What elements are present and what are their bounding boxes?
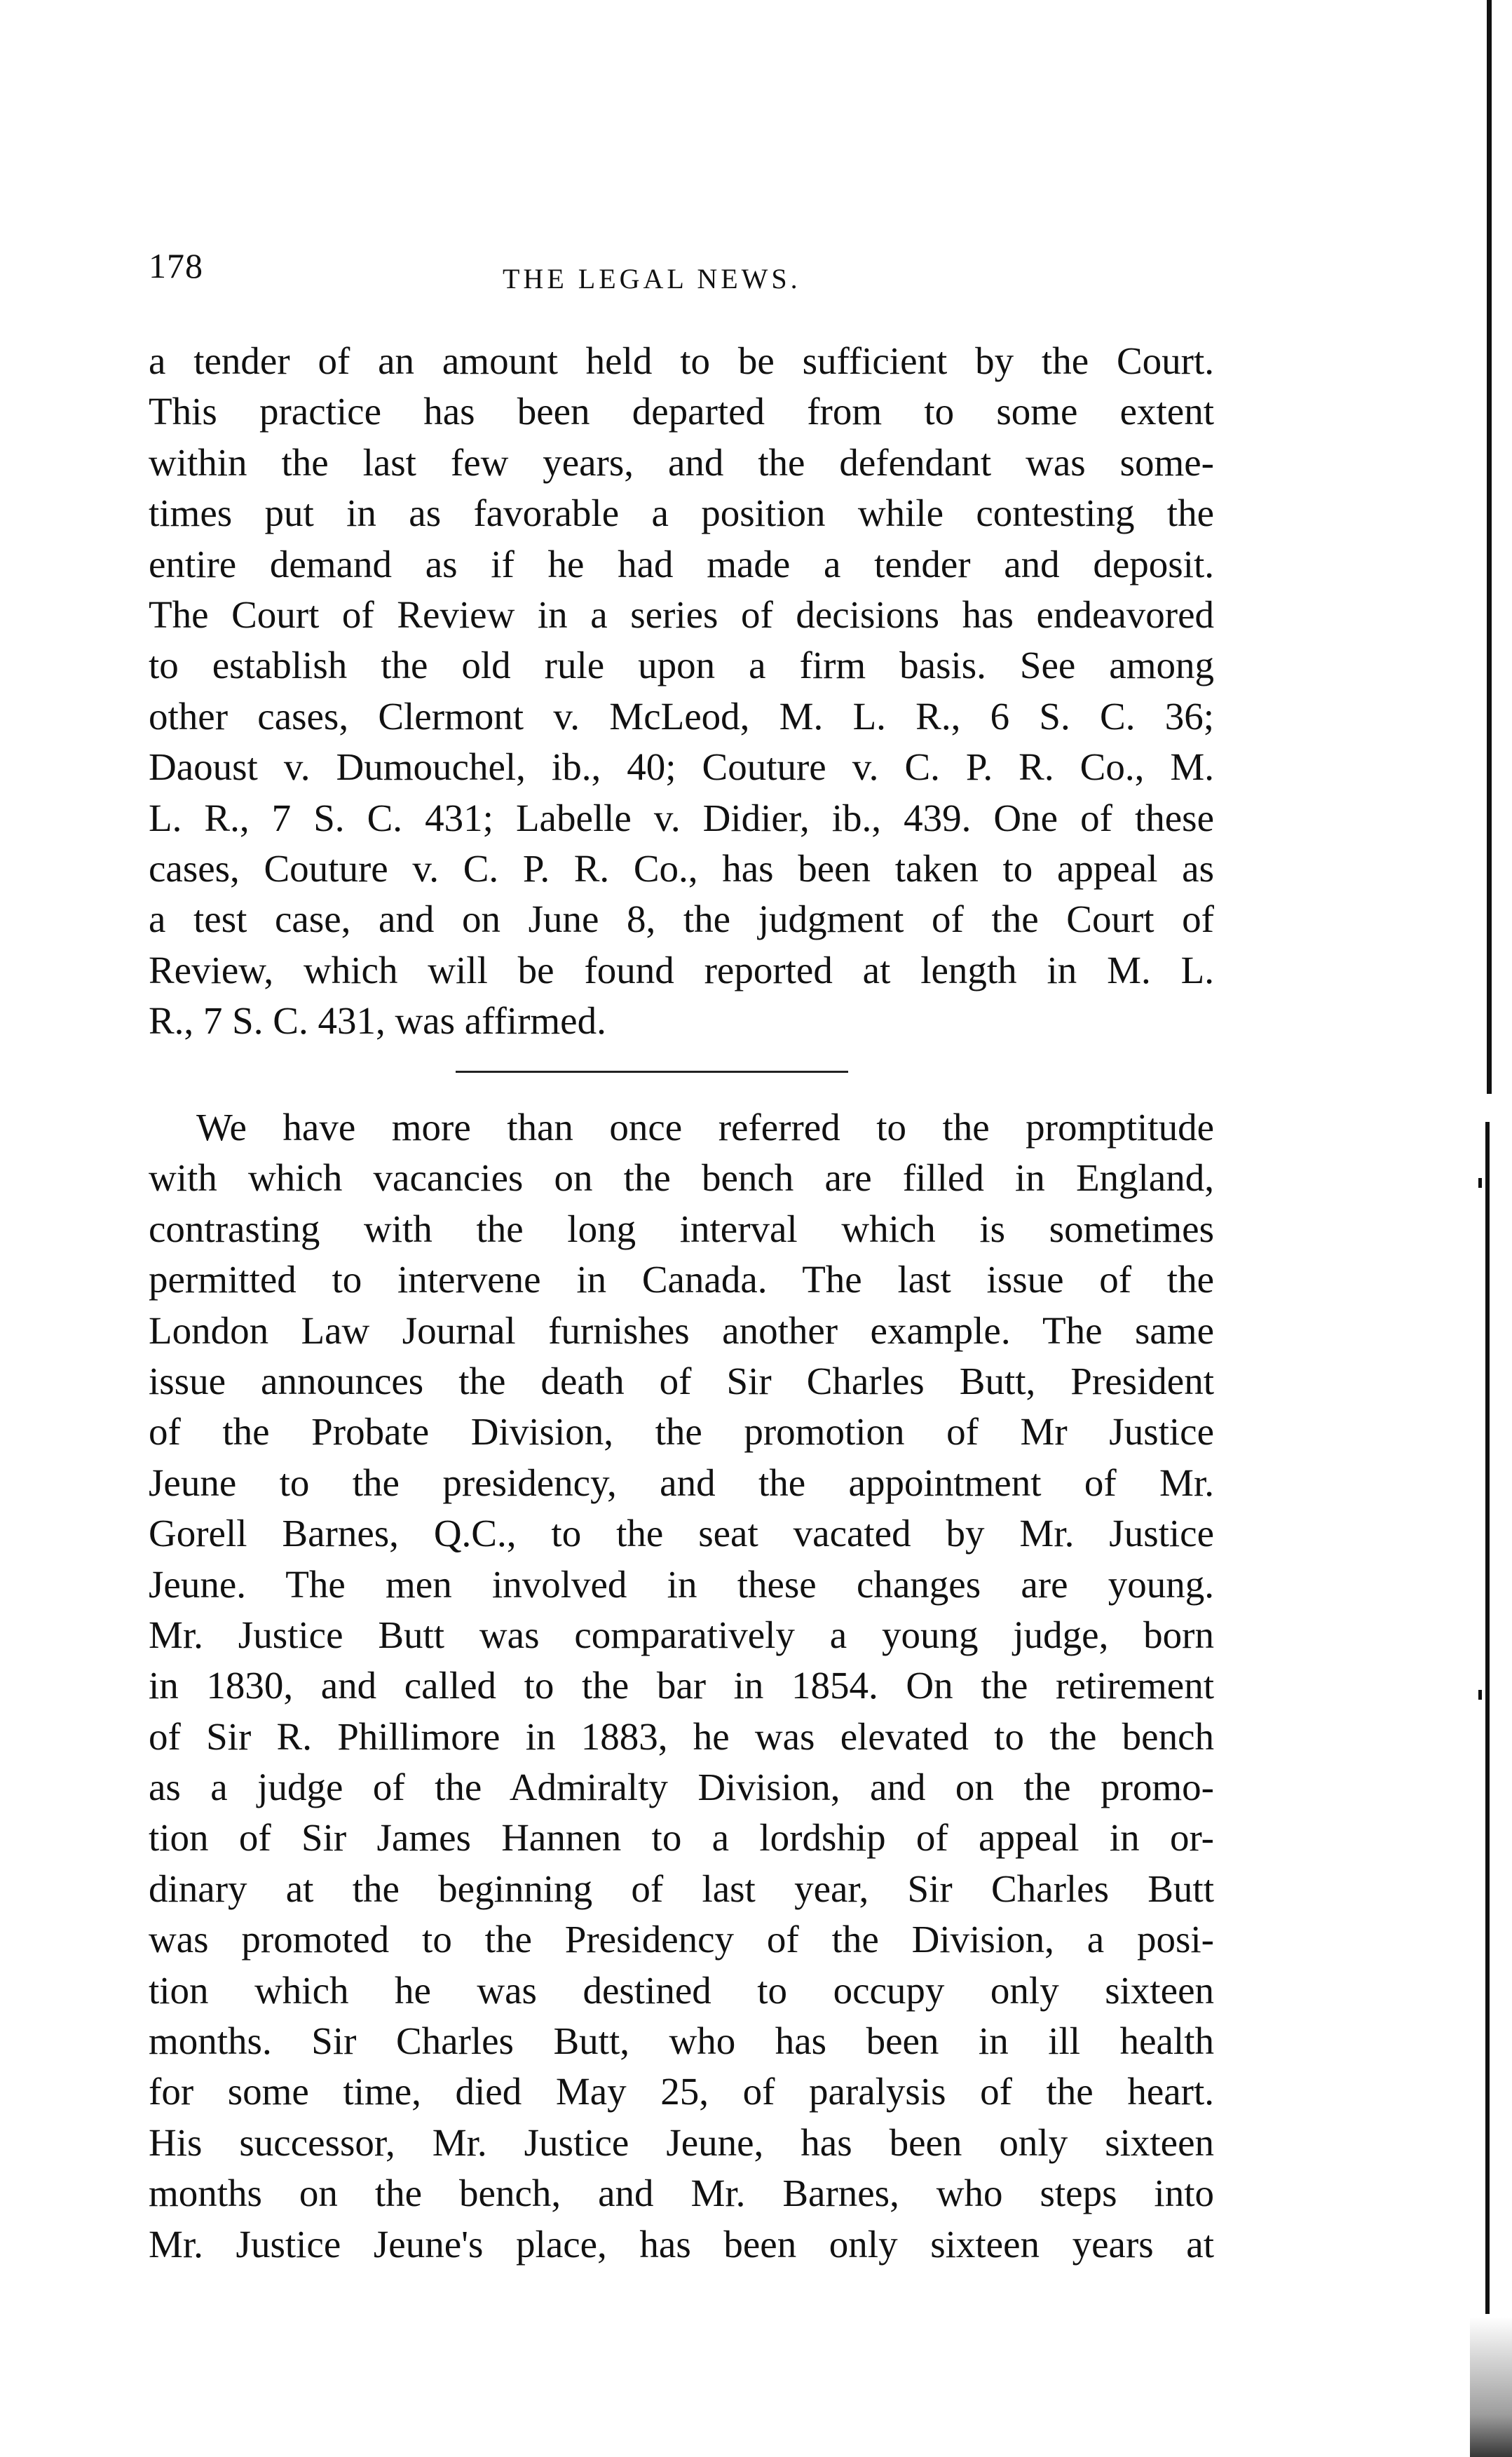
text-line: permitted to intervene in Canada. The last issue of the xyxy=(149,1258,1214,1301)
text-line: with which vacancies on the bench are filled in England, xyxy=(149,1156,1214,1200)
binding-shadow xyxy=(1485,1122,1490,2314)
text-line: London Law Journal furnishes another example. The same xyxy=(149,1308,1214,1352)
scan-smudge xyxy=(1470,2317,1512,2457)
text-line: dinary at the beginning of last year, Sir Charles Butt xyxy=(149,1867,1214,1910)
text-line: as a judge of the Admiralty Division, and on the promo- xyxy=(149,1766,1214,1809)
text-line: Jeune to the presidency, and the appointment of Mr. xyxy=(149,1461,1214,1504)
text-line: issue announces the death of Sir Charles Butt, President xyxy=(149,1359,1214,1402)
text-line: entire demand as if he had made a tender and deposit. xyxy=(149,542,1214,586)
paragraph-judicial-vacancies xyxy=(149,1102,1214,2270)
scan-speck xyxy=(1478,1178,1482,1188)
text-line: L. R., 7 S. C. 431; Labelle v. Didier, ib., 439. One of these xyxy=(149,796,1214,839)
text-line: other cases, Clermont v. McLeod, M. L. R., 6 S. C. 36; xyxy=(149,694,1214,738)
text-line: cases, Couture v. C. P. R. Co., has been taken to appeal as xyxy=(149,846,1214,890)
text-line: Review, which will be found reported at length in M. L. xyxy=(149,948,1214,991)
text-line: tion of Sir James Hannen to a lordship of appeal in or- xyxy=(149,1816,1214,1860)
text-line: a test case, and on June 8, the judgment of the Court of xyxy=(149,898,1214,941)
text-line: within the last few years, and the defendant was some- xyxy=(149,440,1214,484)
section-divider xyxy=(456,1071,848,1073)
text-line: His successor, Mr. Justice Jeune, has been only sixteen xyxy=(149,2120,1214,2164)
text-line: tion which he was destined to occupy only sixteen xyxy=(149,1968,1214,2012)
text-line: R., 7 S. C. 431, was affirmed. xyxy=(149,999,606,1043)
text-line: Gorell Barnes, Q.C., to the seat vacated by Mr. Justice xyxy=(149,1512,1214,1555)
scan-binding-edge xyxy=(1470,0,1512,2457)
text-line: contrasting with the long interval which is sometimes xyxy=(149,1207,1214,1250)
text-line: in 1830, and called to the bar in 1854. On the retirement xyxy=(149,1664,1214,1707)
text-line: of the Probate Division, the promotion of Mr Justice xyxy=(149,1410,1214,1454)
text-line: to establish the old rule upon a firm basis. See among xyxy=(149,644,1214,687)
page-number: 178 xyxy=(149,246,203,285)
text-line: of Sir R. Phillimore in 1883, he was elevated to the bench xyxy=(149,1714,1214,1758)
text-line: We have more than once referred to the promptitude xyxy=(196,1106,1214,1149)
text-line: months. Sir Charles Butt, who has been in ill health xyxy=(149,2019,1214,2063)
text-line: Mr. Justice Jeune's place, has been only sixteen years at xyxy=(149,2222,1214,2266)
page-header xyxy=(149,245,1235,302)
text-line: Jeune. The men involved in these changes are young. xyxy=(149,1562,1214,1606)
paragraph-tender-practice xyxy=(149,336,1214,1046)
text-line: a tender of an amount held to be sufficient by the Court. xyxy=(149,339,1214,382)
text-line: This practice has been departed from to some extent xyxy=(149,390,1214,433)
text-line: Mr. Justice Butt was comparatively a young judge, born xyxy=(149,1613,1214,1656)
text-line: for some time, died May 25, of paralysis of the heart. xyxy=(149,2070,1214,2113)
text-line: times put in as favorable a position while contesting the xyxy=(149,492,1214,535)
binding-shadow xyxy=(1487,0,1492,1094)
text-line: was promoted to the Presidency of the Division, a posi- xyxy=(149,1918,1214,1961)
text-line: months on the bench, and Mr. Barnes, who steps into xyxy=(149,2172,1214,2215)
text-line: Daoust v. Dumouchel, ib., 40; Couture v. C. P. R. Co., M. xyxy=(149,745,1214,789)
running-title: THE LEGAL NEWS. xyxy=(503,263,801,295)
scan-speck xyxy=(1478,1690,1482,1700)
text-line: The Court of Review in a series of decisions has endeavored xyxy=(149,593,1214,636)
